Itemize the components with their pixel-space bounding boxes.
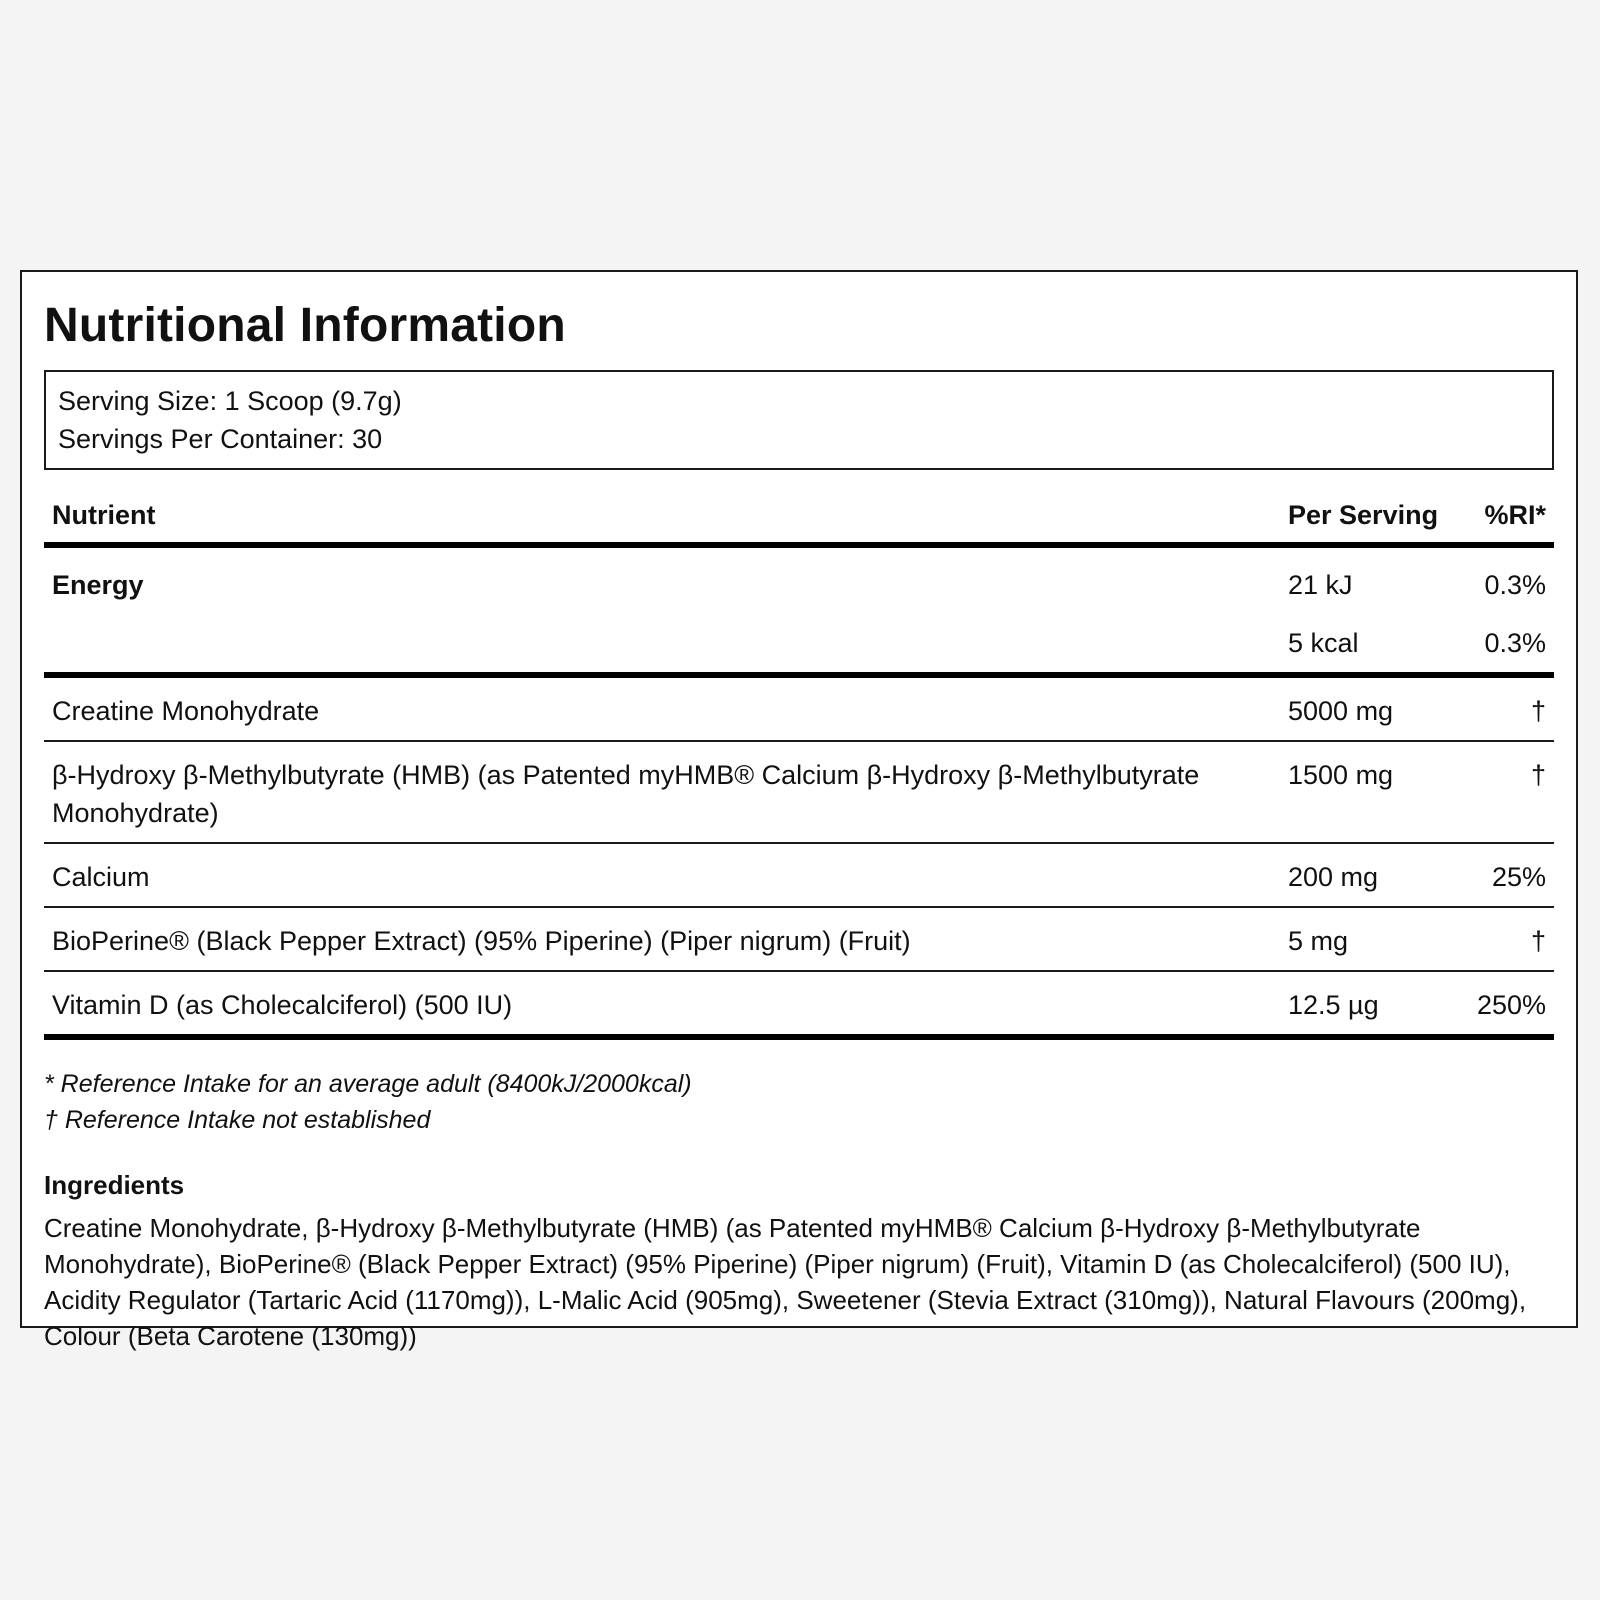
- nutrient-amount: 200 mg: [1280, 843, 1456, 907]
- energy-kcal-ri: 0.3%: [1456, 614, 1554, 675]
- footnote-reference-intake: * Reference Intake for an average adult (8400kJ/2000kcal): [44, 1070, 692, 1098]
- table-row: [44, 675, 1554, 741]
- nutrient-table: [44, 490, 1554, 1040]
- energy-label: Energy: [52, 570, 144, 600]
- nutrient-amount: 5000 mg: [1280, 675, 1456, 741]
- panel-title: Nutritional Information: [44, 299, 566, 352]
- header-nutrient: Nutrient: [44, 490, 1280, 545]
- nutrient-ri: †: [1456, 675, 1554, 741]
- servings-per-container: Servings Per Container: 30: [58, 424, 383, 454]
- energy-empty-cell: [44, 614, 1280, 675]
- table-row: [44, 907, 1554, 971]
- serving-size: Serving Size: 1 Scoop (9.7g): [58, 386, 402, 416]
- header-per-serving: Per Serving: [1280, 490, 1456, 545]
- nutrient-ri: †: [1456, 741, 1554, 843]
- nutrient-name: Calcium: [44, 843, 1280, 907]
- nutrient-amount: 1500 mg: [1280, 741, 1456, 843]
- header-ri: %RI*: [1456, 490, 1554, 545]
- table-row: [44, 741, 1554, 843]
- nutrition-panel: [20, 270, 1578, 1351]
- ingredients-text: Creatine Monohydrate, β-Hydroxy β-Methylbutyrate (HMB) (as Patented myHMB® Calcium β-Hydroxy β-Methylbutyrate Monohydrate), BioPerine® (Black Pepper Extract) (95% Piperine) (Piper nigrum) (Fruit), Vitamin D (as Cholecalciferol) (500 IU), Acidity Regulator (Tartaric Acid (1170mg)), L-Malic Acid (905mg), Sweetener (Stevia Extract (310mg)), Natural Flavours (200mg), Colour (Beta Carotene (130mg)): [44, 1213, 1527, 1351]
- nutrient-ri: 250%: [1456, 971, 1554, 1037]
- serving-info-box: [44, 370, 1554, 470]
- nutrient-ri: †: [1456, 907, 1554, 971]
- energy-row-kj: [44, 545, 1554, 614]
- nutrient-name: β-Hydroxy β-Methylbutyrate (HMB) (as Patented myHMB® Calcium β-Hydroxy β-Methylbutyrate Monohydrate): [44, 741, 1280, 843]
- nutrient-amount: 12.5 µg: [1280, 971, 1456, 1037]
- nutrient-name: BioPerine® (Black Pepper Extract) (95% Piperine) (Piper nigrum) (Fruit): [44, 907, 1280, 971]
- nutrient-name: Creatine Monohydrate: [44, 675, 1280, 741]
- nutrient-ri: 25%: [1456, 843, 1554, 907]
- table-row: [44, 971, 1554, 1037]
- energy-kj: 21 kJ: [1288, 570, 1353, 600]
- energy-kj-ri: 0.3%: [1484, 570, 1546, 600]
- energy-kcal: 5 kcal: [1280, 614, 1456, 675]
- nutrient-amount: 5 mg: [1280, 907, 1456, 971]
- table-row: [44, 843, 1554, 907]
- energy-row-kcal: [44, 614, 1554, 675]
- table-header-row: [44, 490, 1554, 545]
- footnote-not-established: † Reference Intake not established: [44, 1106, 431, 1134]
- footnotes: [44, 1066, 1554, 1138]
- ingredients-heading: Ingredients: [44, 1170, 185, 1200]
- nutrient-name: Vitamin D (as Cholecalciferol) (500 IU): [44, 971, 1280, 1037]
